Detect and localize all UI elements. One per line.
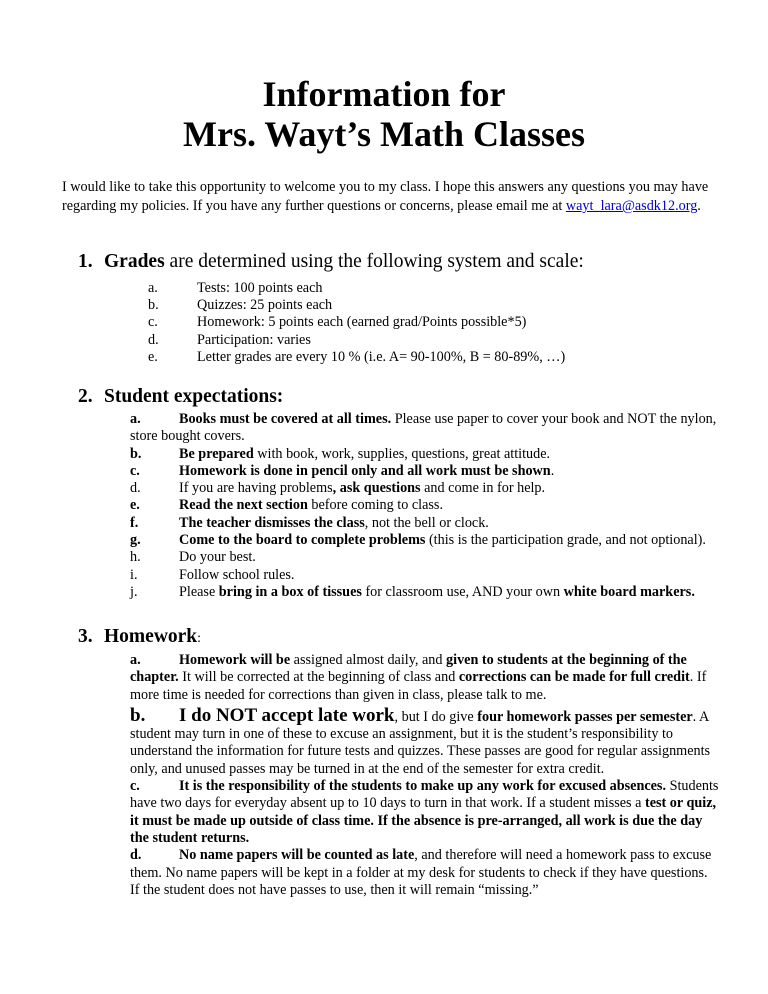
bold-text: Be prepared: [179, 445, 254, 462]
bold-text: bring in a box of tissues: [218, 583, 362, 600]
list-letter: e.: [130, 497, 140, 514]
list-letter: j.: [130, 583, 138, 600]
list-text: It will be corrected at the beginning of class and: [178, 669, 459, 686]
list-letter: d.: [148, 331, 159, 348]
list-text: Letter grades are every 10 % (i.e. A= 90-100%, B = 80-89%, …): [197, 348, 566, 365]
homework-list: [130, 652, 720, 899]
intro-paragraph: [62, 178, 722, 216]
bold-text: Read the next section: [179, 497, 308, 514]
list-item: [130, 778, 720, 847]
list-letter: b.: [148, 297, 159, 314]
list-text: and come in for help.: [420, 480, 546, 497]
title-line-2: Mrs. Wayt’s Math Classes: [183, 114, 585, 154]
email-link[interactable]: wayt_lara@asdk12.org: [565, 198, 698, 214]
list-item: [148, 349, 708, 366]
list-item: [130, 567, 720, 584]
list-letter: e.: [148, 348, 158, 365]
list-text: with book, work, supplies, questions, great attitude.: [253, 445, 551, 462]
expectations-heading: [78, 386, 283, 408]
list-item: [130, 549, 720, 566]
bold-text: The teacher dismisses the class: [179, 514, 365, 531]
list-text: , and therefore will need a homework pass to excuse them. No name papers will be kept in a folder at my desk for students to check if they have questions. If the student does not have passes to use, then it will remain “missing.”: [130, 847, 712, 898]
homework-colon: :: [197, 631, 202, 646]
expectations-list: [130, 411, 720, 601]
intro-text: I would like to take this opportunity to welcome you to my class. I hope this answers any questions you may have regarding my policies. If you have any further questions or concerns, please email me at: [62, 179, 709, 214]
homework-heading: [78, 626, 201, 650]
list-text: Tests: 100 points each: [197, 280, 323, 296]
list-item: [130, 446, 720, 463]
bold-text: It is the responsibility of the students to make up any work for excused absences.: [179, 778, 667, 795]
list-item: [130, 532, 720, 549]
list-text: before coming to class.: [307, 497, 443, 514]
list-letter: c.: [130, 462, 140, 479]
grades-heading: [78, 251, 584, 273]
list-letter: f.: [130, 514, 139, 531]
list-text: assigned almost daily, and: [290, 652, 447, 668]
list-text: Please use paper to cover your book and NOT the nylon, store bought covers.: [130, 411, 717, 445]
list-item: [130, 463, 720, 480]
list-text: Do your best.: [179, 549, 256, 566]
list-text: , but I do give: [394, 708, 478, 725]
intro-end: .: [697, 198, 701, 214]
list-item: [130, 515, 720, 532]
list-letter: a.: [130, 652, 141, 668]
bold-text: corrections can be made for full credit: [458, 669, 690, 686]
list-item: [130, 847, 720, 899]
homework-number: 3.: [78, 626, 93, 647]
list-letter: d.: [130, 847, 142, 864]
list-item: [148, 314, 708, 331]
bold-text: Books must be covered at all times.: [179, 411, 392, 427]
list-text: If you are having problems: [179, 480, 333, 497]
bold-text: white board markers.: [563, 583, 695, 600]
list-text: Homework: 5 points each (earned grad/Points possible*5): [197, 314, 527, 331]
grades-number: 1.: [78, 251, 93, 272]
list-item: [148, 280, 708, 297]
bold-text: Homework will be: [179, 652, 291, 668]
bold-text: , ask questions: [332, 480, 421, 497]
list-letter: c.: [130, 778, 140, 795]
list-letter: a.: [130, 411, 141, 427]
homework-heading-text: Homework: [104, 626, 198, 647]
list-item: [148, 332, 708, 349]
list-text: . If more time is needed for corrections than given in class, please talk to me.: [130, 669, 707, 703]
expectations-number: 2.: [78, 386, 93, 407]
list-letter: g.: [130, 532, 141, 549]
list-text: for classroom use, AND your own: [361, 583, 564, 600]
bold-text: No name papers will be counted as late: [179, 847, 415, 864]
grades-heading-rest: are determined using the following system and scale:: [164, 251, 584, 272]
list-letter: h.: [130, 549, 141, 566]
list-text: (this is the participation grade, and not optional).: [425, 532, 706, 549]
list-item: [130, 411, 720, 446]
list-text: Quizzes: 25 points each: [197, 297, 333, 314]
list-item: [130, 704, 720, 778]
list-letter: b.: [130, 704, 146, 726]
expectations-heading-text: Student expectations:: [104, 386, 284, 407]
bold-text: given to students at the beginning of the chapter.: [130, 652, 687, 686]
list-letter: a.: [148, 280, 158, 296]
list-text: Please: [179, 583, 219, 600]
grades-list: [148, 280, 708, 366]
list-letter: d.: [130, 480, 141, 497]
list-letter: i.: [130, 566, 138, 583]
bold-text: Homework is done in pencil only and all work must be shown: [179, 462, 551, 479]
page-title: [0, 74, 768, 154]
list-item: [130, 497, 720, 514]
list-item: [130, 584, 720, 601]
list-item: [130, 652, 720, 704]
list-text: . A student may turn in one of these to excuse an assignment, but it is the student’s responsibility to understand the information for future tests and quizzes. These passes are good for regular assignments only, and unused passes may be turned in at the end of the semester for extra credit.: [130, 708, 711, 777]
list-item: [148, 297, 708, 314]
bold-text: Come to the board to complete problems: [179, 532, 426, 549]
list-text: Follow school rules.: [179, 566, 295, 583]
list-text: Students have two days for everyday absent up to 10 days to turn in that work. If a student misses a: [130, 778, 719, 812]
bold-text: I do NOT accept late work: [179, 704, 395, 726]
list-text: Participation: varies: [197, 331, 311, 348]
bold-text: test or quiz, it must be made up outside of class time. If the absence is pre-arranged, all work is due the day the student returns.: [130, 795, 717, 846]
bold-text: four homework passes per semester: [477, 708, 693, 725]
list-item: [130, 480, 720, 497]
list-text: , not the bell or clock.: [364, 514, 489, 531]
list-text: .: [550, 462, 555, 479]
list-letter: c.: [148, 314, 158, 331]
grades-heading-bold: Grades: [104, 251, 165, 272]
list-letter: b.: [130, 445, 142, 462]
title-line-1: Information for: [262, 74, 506, 114]
